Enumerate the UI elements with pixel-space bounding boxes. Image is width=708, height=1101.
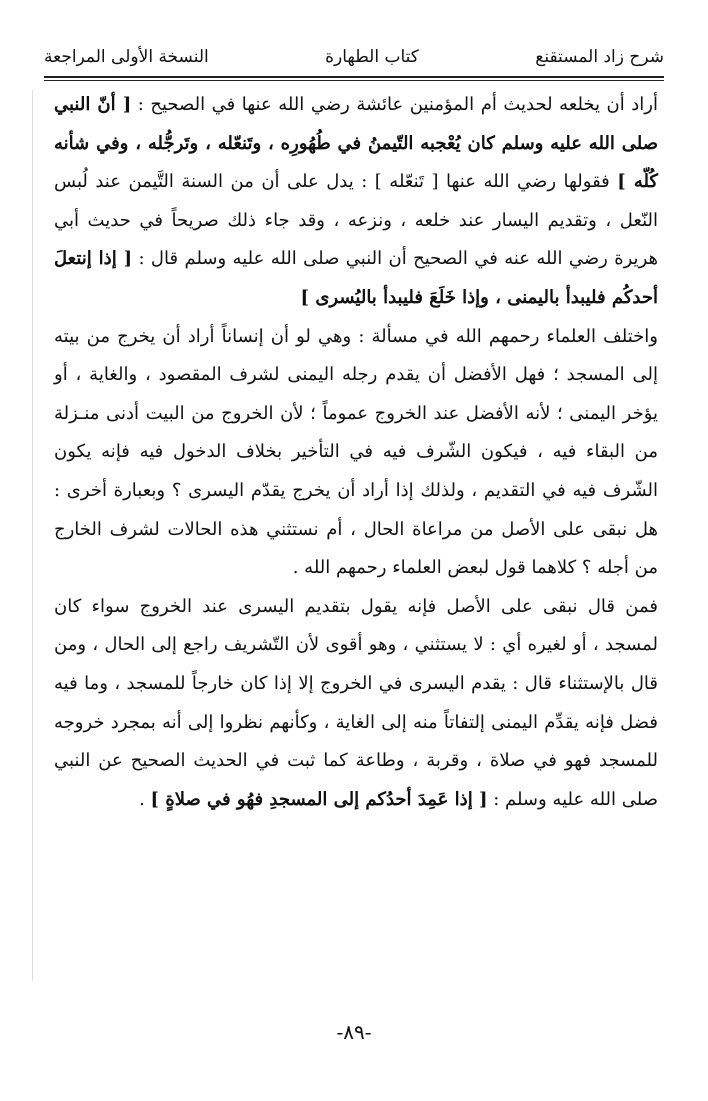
- text-segment: واختلف العلماء رحمهم الله في مسألة : وهي لو أن إنساناً أراد أن يخرج من بيته إلى المسجد ؛ فهل الأفضل أن يقدم رجله اليمنى لشرف المقصود ، والغاية ، أو يؤخر اليمنى ؛ لأنه الأفضل عند الخروج عموماً ؛ لأن الخروج من البيت أدنى منـزلة من البقاء فيه ، فيكون الشّرف فيه في التأخير بخلاف الدخول فيه فإنه يكون الشّرف فيه في التقديم ، ولذلك إذا أراد أن يخرج يقدّم اليسرى ؟ وبعبارة أخرى : هل نبقى على الأصل من مراعاة الحال ، أم نستثني هذه الحالات لشرف الخارج من أجله ؟ كلاهما قول لبعض العلماء رحمهم الله .: [54, 325, 658, 579]
- body-text: [54, 86, 658, 819]
- header-divider: [44, 76, 664, 81]
- text-segment: فمن قال نبقى على الأصل فإنه يقول بتقديم اليسرى عند الخروج سواء كان لمسجد ، أو لغيره أي : لا يستثني ، وهو أقوى لأن التّشريف راجع إلى الحال ، ومن قال بالإستثناء قال : يقدم اليسرى في الخروج إلا إذا كان خارجاً للمسجد ، وما فيه فضل فإنه يقدِّم اليمنى إلتفاتاً منه إلى الغاية ، وكأنهم نظروا إلى أنه بمجرد خروجه للمسجد فهو في صلاة ، وقربة ، وطاعة كما ثبت في الحديث الصحيح عن النبي صلى الله عليه وسلم :: [54, 595, 658, 810]
- header-chapter-title: كتاب الطهارة: [325, 47, 419, 67]
- header-book-title: شرح زاد المستقنع: [535, 47, 664, 67]
- text-segment: أراد أن يخلعه لحديث أم المؤمنين عائشة رضي الله عنها في الصحيح :: [131, 94, 658, 115]
- page-number: -٨٩-: [336, 1020, 372, 1044]
- paragraph-1: [54, 86, 658, 318]
- header-edition: النسخة الأولى المراجعة: [44, 47, 209, 67]
- hadith-quote-2: [ إذا إنتعلَ أحدكُم فليبدأ باليمنى ، وإذا خَلَعَ فليبدأ باليُسرى ]: [54, 248, 658, 308]
- paragraph-2: [54, 318, 658, 588]
- text-segment: .: [139, 788, 151, 810]
- hadith-quote-3: [ إذا عَمِدَ أحدُكم إلى المسجدِ فهُو في صلاةٍ ]: [150, 788, 488, 810]
- paragraph-3: [54, 588, 658, 820]
- running-header: [44, 44, 664, 70]
- hadith-quote-1: [ أنّ النبي صلى الله عليه وسلم كان يُعْجبه التّيمنُ في طُهُورِه ، وتَنعّله ، وتَرجُّله ، وفي شأنه كُلّه ]: [54, 94, 659, 193]
- text-segment: فقولها رضي الله عنها [ تَنعّله ] : يدل على أن من السنة التَّيمن عند لُبس النّعل ، وتقديم اليسار عند خلعه ، ونزعه ، وقد جاء ذلك صريحاً في حديث أبي هريرة رضي الله عنه في الصحيح أن النبي صلى الله عليه وسلم قال :: [54, 171, 658, 270]
- margin-line: [32, 90, 33, 981]
